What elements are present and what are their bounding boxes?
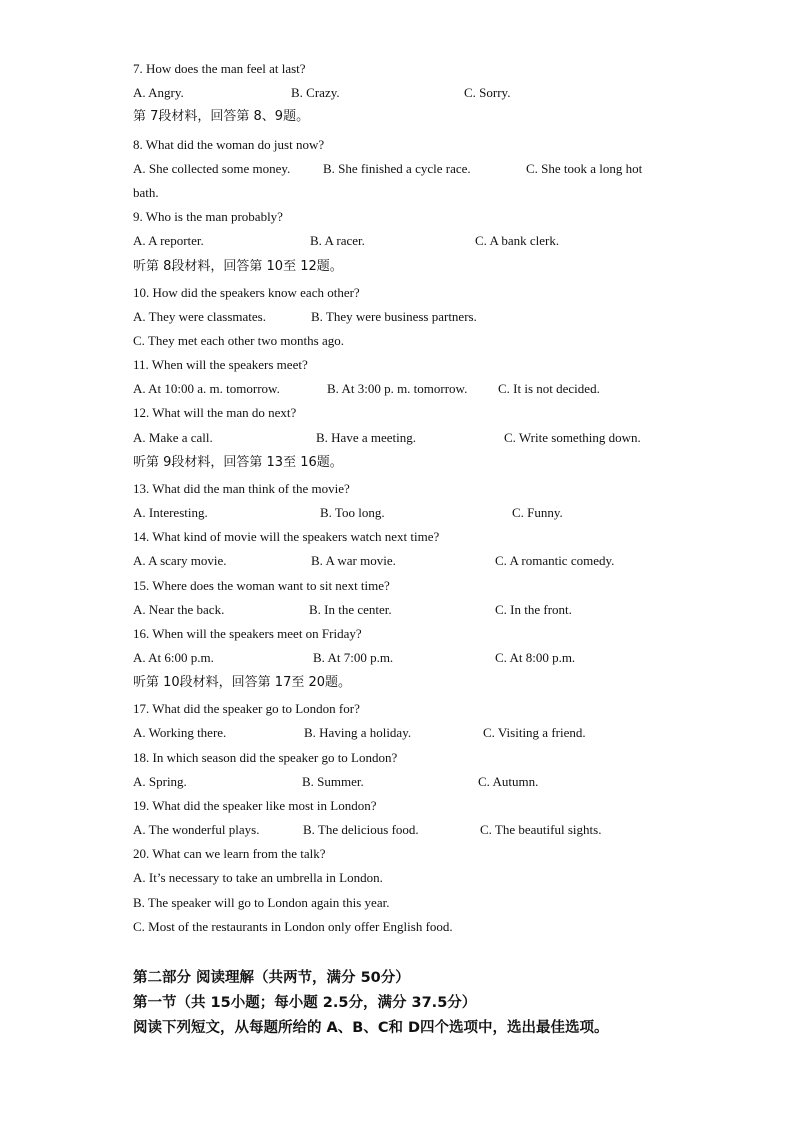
option-13a: A. Interesting. xyxy=(133,505,208,520)
question-12: 12. What will the man do next? xyxy=(133,405,297,420)
option-14c: C. A romantic comedy. xyxy=(495,553,615,568)
question-15: 15. Where does the woman want to sit next time? xyxy=(133,578,390,593)
option-19a: A. The wonderful plays. xyxy=(133,822,260,837)
option-15a: A. Near the back. xyxy=(133,602,225,617)
question-7: 7. How does the man feel at last? xyxy=(133,61,306,76)
question-20: 20. What can we learn from the talk? xyxy=(133,846,326,861)
option-7a: A. Angry. xyxy=(133,85,184,100)
option-19c: C. The beautiful sights. xyxy=(480,822,602,837)
option-12b: B. Have a meeting. xyxy=(316,430,416,445)
question-13: 13. What did the man think of the movie? xyxy=(133,481,350,496)
option-14b: B. A war movie. xyxy=(311,553,396,568)
option-17a: A. Working there. xyxy=(133,725,227,740)
option-16c: C. At 8:00 p.m. xyxy=(495,650,576,665)
option-20b: B. The speaker will go to London again this year. xyxy=(133,895,390,910)
option-11b: B. At 3:00 p. m. tomorrow. xyxy=(327,381,468,396)
option-10b: B. They were business partners. xyxy=(311,309,477,324)
question-14: 14. What kind of movie will the speakers watch next time? xyxy=(133,529,440,544)
question-19: 19. What did the speaker like most in London? xyxy=(133,798,377,813)
option-8b: B. She finished a cycle race. xyxy=(323,161,471,176)
option-12a: A. Make a call. xyxy=(133,430,213,445)
question-10: 10. How did the speakers know each other? xyxy=(133,285,360,300)
option-10c: C. They met each other two months ago. xyxy=(133,333,344,348)
option-13b: B. Too long. xyxy=(320,505,385,520)
option-11c: C. It is not decided. xyxy=(498,381,600,396)
question-8: 8. What did the woman do just now? xyxy=(133,137,325,152)
option-11a: A. At 10:00 a. m. tomorrow. xyxy=(133,381,280,396)
option-9c: C. A bank clerk. xyxy=(475,233,560,248)
option-10a: A. They were classmates. xyxy=(133,309,266,324)
section-7-heading: 第 7段材料，回答第 8、9题。 xyxy=(133,109,310,124)
question-17: 17. What did the speaker go to London for? xyxy=(133,701,360,716)
option-18b: B. Summer. xyxy=(302,774,364,789)
option-18c: C. Autumn. xyxy=(478,774,539,789)
section-9-heading: 听第 9段材料，回答第 13至 16题。 xyxy=(133,455,343,470)
section-10-heading: 听第 10段材料，回答第 17至 20题。 xyxy=(133,675,352,690)
option-17c: C. Visiting a friend. xyxy=(483,725,586,740)
option-16b: B. At 7:00 p.m. xyxy=(313,650,394,665)
question-16: 16. When will the speakers meet on Friday? xyxy=(133,626,362,641)
option-14a: A. A scary movie. xyxy=(133,553,227,568)
option-12c: C. Write something down. xyxy=(504,430,641,445)
option-18a: A. Spring. xyxy=(133,774,187,789)
option-16a: A. At 6:00 p.m. xyxy=(133,650,214,665)
option-9b: B. A racer. xyxy=(310,233,365,248)
option-17b: B. Having a holiday. xyxy=(304,725,412,740)
option-13c: C. Funny. xyxy=(512,505,563,520)
section-one-heading: 第一节（共 15小题；每小题 2.5分，满分 37.5分） xyxy=(133,995,477,1011)
option-15c: C. In the front. xyxy=(495,602,572,617)
option-8c-continued: bath. xyxy=(133,185,159,200)
part-two-heading: 第二部分 阅读理解（共两节，满分 50分） xyxy=(133,970,410,986)
section-8-heading: 听第 8段材料，回答第 10至 12题。 xyxy=(133,259,343,274)
option-20c: C. Most of the restaurants in London only offer English food. xyxy=(133,919,453,934)
question-9: 9. Who is the man probably? xyxy=(133,209,283,224)
option-7b: B. Crazy. xyxy=(291,85,340,100)
option-7c: C. Sorry. xyxy=(464,85,511,100)
reading-instructions: 阅读下列短文，从每题所给的 A、B、C和 D四个选项中，选出最佳选项。 xyxy=(133,1020,609,1036)
option-15b: B. In the center. xyxy=(309,602,392,617)
question-11: 11. When will the speakers meet? xyxy=(133,357,308,372)
option-8c: C. She took a long hot xyxy=(526,161,643,176)
option-19b: B. The delicious food. xyxy=(303,822,419,837)
option-9a: A. A reporter. xyxy=(133,233,204,248)
option-8a: A. She collected some money. xyxy=(133,161,291,176)
question-18: 18. In which season did the speaker go to London? xyxy=(133,750,398,765)
option-20a: A. It’s necessary to take an umbrella in London. xyxy=(133,870,383,885)
